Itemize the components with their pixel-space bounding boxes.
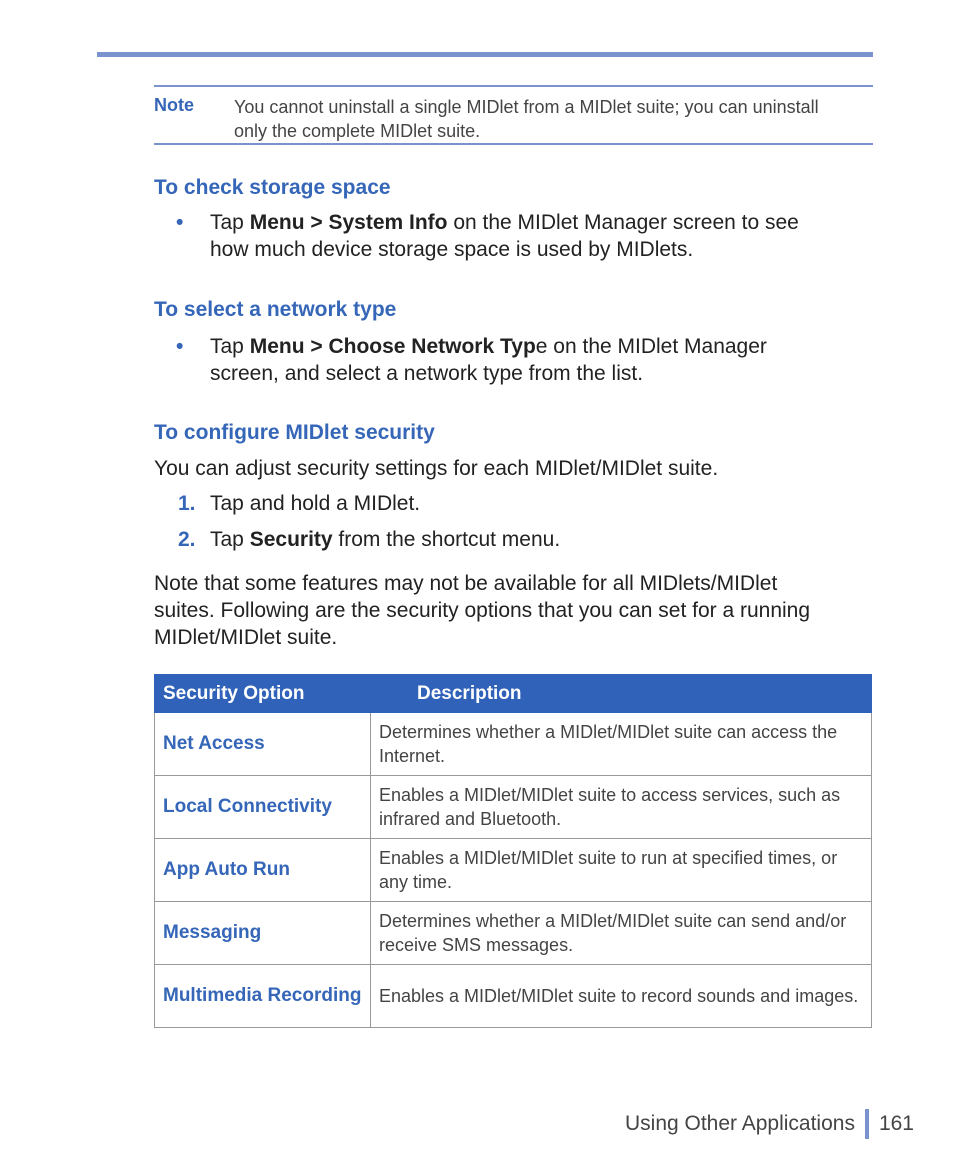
text-run: MIDlet/MIDlet suite. — [154, 626, 338, 649]
text-run: Tap — [210, 335, 250, 358]
security-options-table — [154, 674, 872, 1028]
bullet: • — [176, 211, 184, 234]
step-1: Tap and hold a MIDlet. — [210, 492, 421, 515]
description-cell: Determines whether a MIDlet/MIDlet suite can send and/or receive SMS messages. — [371, 902, 872, 965]
column-header-description: Description — [371, 675, 872, 713]
option-cell: Multimedia Recording — [155, 965, 371, 1028]
text-run: e on the MIDlet Manager — [535, 335, 767, 358]
option-cell: Local Connectivity — [155, 776, 371, 839]
menu-path: Menu > Choose Network Typ — [249, 335, 536, 358]
text-run: suites. Following are the security options that you can set for a running — [154, 599, 811, 622]
step-2 — [210, 526, 560, 553]
text-run: how much device storage space is used by MIDlets. — [210, 238, 694, 261]
heading-network-type: To select a network type — [154, 298, 397, 321]
menu-path: Menu > System Info — [249, 211, 448, 234]
option-cell: App Auto Run — [155, 839, 371, 902]
table-row — [155, 839, 872, 902]
features-note — [154, 570, 884, 651]
table-row — [155, 713, 872, 776]
heading-check-storage: To check storage space — [154, 176, 391, 199]
top-rule — [97, 52, 873, 57]
security-intro: You can adjust security settings for each MIDlet/MIDlet suite. — [154, 457, 719, 480]
text-run: Tap — [210, 528, 250, 551]
column-header-option: Security Option — [155, 675, 371, 713]
option-cell: Net Access — [155, 713, 371, 776]
table-row — [155, 902, 872, 965]
footer-section-title: Using Other Applications — [624, 1112, 855, 1135]
page-number: 161 — [878, 1112, 914, 1135]
bullet: • — [176, 335, 184, 358]
text-run: screen, and select a network type from the list. — [210, 362, 644, 385]
footer-divider — [865, 1109, 869, 1139]
description-cell: Enables a MIDlet/MIDlet suite to access services, such as infrared and Bluetooth. — [371, 776, 872, 839]
note-box — [154, 85, 873, 145]
heading-midlet-security: To configure MIDlet security — [154, 421, 435, 444]
text-run: Note that some features may not be available for all MIDlets/MIDlet — [154, 572, 778, 595]
table-header-row — [155, 675, 872, 713]
table-row — [155, 776, 872, 839]
menu-item-security: Security — [249, 528, 333, 551]
description-cell: Enables a MIDlet/MIDlet suite to run at specified times, or any time. — [371, 839, 872, 902]
description-cell: Enables a MIDlet/MIDlet suite to record sounds and images. — [371, 965, 872, 1028]
note-label: Note — [154, 95, 194, 115]
network-instruction — [210, 333, 870, 387]
step-number: 1. — [178, 492, 196, 515]
option-cell: Messaging — [155, 902, 371, 965]
table-row — [155, 965, 872, 1028]
text-run: on the MIDlet Manager screen to see — [447, 211, 799, 234]
description-cell: Determines whether a MIDlet/MIDlet suite can access the Internet. — [371, 713, 872, 776]
page-footer — [625, 1109, 914, 1139]
text-run: Tap — [210, 211, 250, 234]
storage-instruction — [210, 209, 870, 263]
text-run: from the shortcut menu. — [332, 528, 561, 551]
note-text: You cannot uninstall a single MIDlet from a MIDlet suite; you can uninstall only the complete MIDlet suite. — [234, 97, 819, 141]
step-number: 2. — [178, 528, 196, 551]
